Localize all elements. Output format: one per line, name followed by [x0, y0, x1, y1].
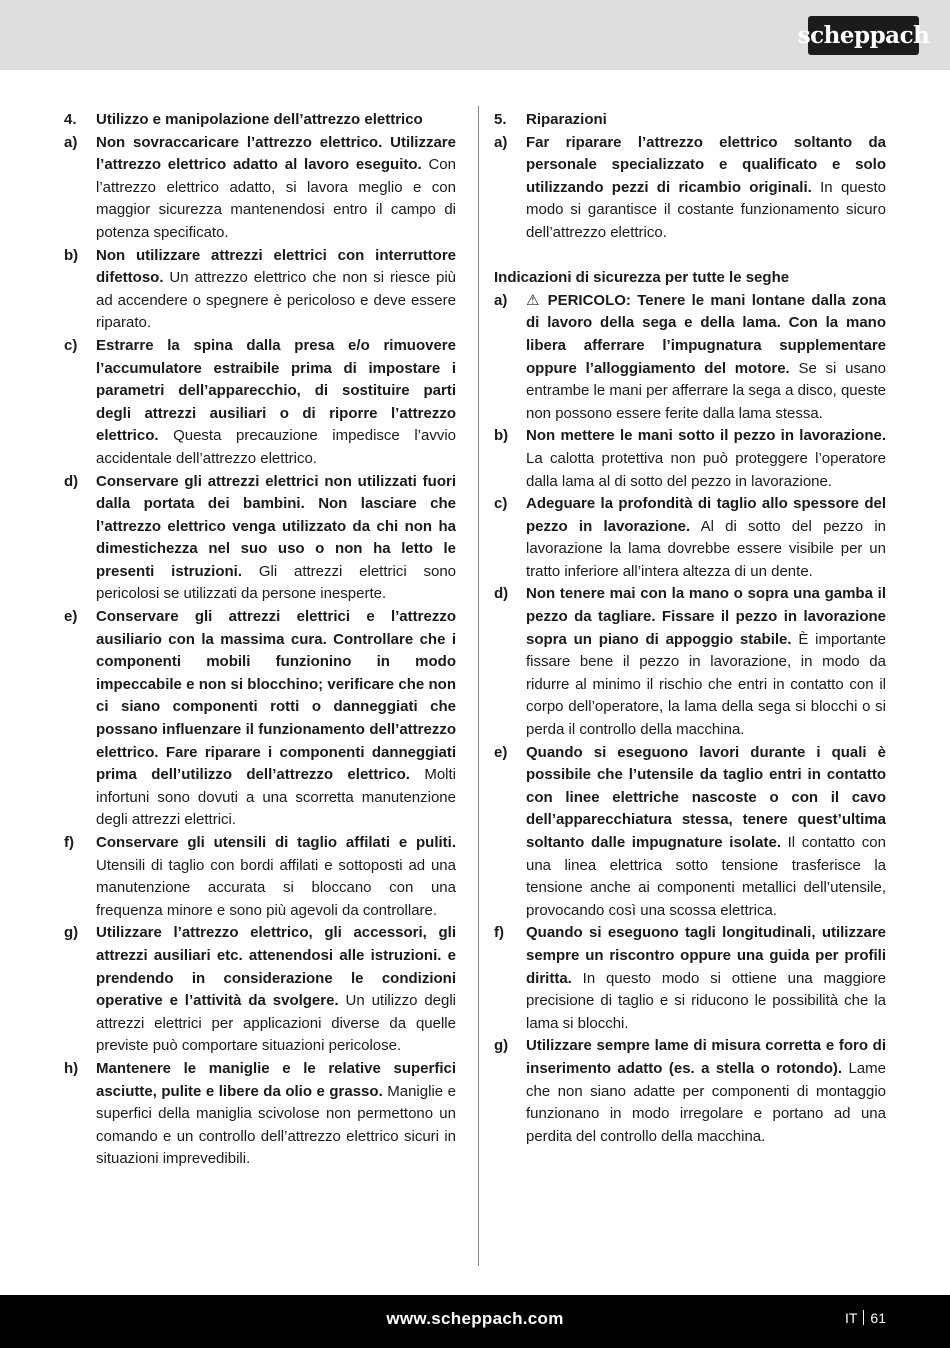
header-bar — [0, 0, 950, 70]
item-body — [526, 290, 886, 426]
item-body — [526, 493, 886, 583]
item-text: Utensili di taglio con bordi affilati e sottoposti ad una manutenzione accurata si bloccano con una frequenza minore e sono più agevoli da controllare. — [96, 856, 456, 919]
item-bold-text: Far riparare l’attrezzo elettrico soltanto da personale specializzato e qualificato e solo utilizzando pezzi di ricambio originali. — [526, 133, 886, 196]
list-item — [494, 425, 886, 493]
item-label: f) — [494, 924, 504, 942]
item-bold-text: Mantenere le maniglie e le relative superfici asciutte, pulite e libere da olio e grasso. — [96, 1059, 456, 1100]
item-bold-text: Utilizzare sempre lame di misura corretta e foro di inserimento adatto (es. a stella o rotondo). — [526, 1037, 886, 1077]
section-number: 5. — [494, 111, 507, 128]
item-bold-text: Quando si eseguono tagli longitudinali, utilizzare sempre un riscontro oppure una guida per profili diritta. — [526, 924, 886, 987]
list-item — [494, 132, 886, 245]
list-item — [64, 132, 456, 245]
item-label: g) — [64, 924, 79, 942]
item-label: d) — [64, 472, 79, 490]
item-label: a) — [494, 291, 508, 309]
list-item — [64, 1058, 456, 1171]
list-item — [64, 335, 456, 471]
item-label: e) — [494, 743, 508, 761]
page-number: 61 — [870, 1310, 886, 1326]
item-bold-text: Non sovraccaricare l’attrezzo elettrico. Utilizzare l’attrezzo elettrico adatto al lavoro eseguito. — [96, 133, 456, 174]
item-bold-text: Non mettere le mani sotto il pezzo in lavorazione. — [526, 427, 886, 445]
left-column — [64, 109, 456, 1171]
item-text: È importante fissare bene il pezzo in lavorazione, in modo da ridurre al minimo il rischio che entri in contatto con il corpo dell’operatore, la lama della sega si blocchi o si perda il controllo della macchina. — [526, 630, 886, 739]
item-text: Con l’attrezzo elettrico adatto, si lavora meglio e con maggior sicurezza mantenendosi entro il campo di potenza specificato. — [96, 156, 456, 241]
list-item — [494, 922, 886, 1035]
item-bold-text: PERICOLO: Tenere le mani lontane dalla zona di lavoro della sega e della lama. Con la mano libera afferrare l’impugnatura supplementare oppure l’alloggiamento del motore. — [526, 291, 887, 377]
list-item — [64, 606, 456, 832]
list-item — [494, 583, 886, 741]
list-item — [494, 493, 886, 583]
item-bold-text: Estrarre la spina dalla presa e/o rimuovere l’accumulatore estraibile prima di impostare i parametri dell’apparecchio, di sostituire parti degli attrezzi ausiliari o di riporre l’attrezzo elettrico. — [96, 336, 456, 445]
item-bold-text: Adeguare la profondità di taglio allo spessore del pezzo in lavorazione. — [526, 495, 886, 535]
section-title: Utilizzo e manipolazione dell’attrezzo elettrico — [96, 111, 423, 128]
item-body — [526, 742, 886, 923]
spacer — [494, 245, 886, 268]
item-bold-text: Conservare gli utensili di taglio affilati e puliti. — [96, 834, 456, 851]
section-5-heading — [494, 109, 886, 132]
column-divider — [478, 106, 479, 1266]
item-text: Un attrezzo elettrico che non si riesce più ad accendere o spegnere è pericoloso e deve essere riparato. — [96, 269, 456, 332]
item-text: Gli attrezzi elettrici sono pericolosi se utilizzati da persone inesperte. — [96, 562, 457, 603]
item-body — [96, 245, 456, 335]
section-4-heading — [64, 109, 456, 132]
list-item — [494, 742, 886, 923]
item-bold-text: Non utilizzare attrezzi elettrici con interruttore difettoso. — [96, 246, 456, 287]
item-bold-text: Utilizzare l’attrezzo elettrico, gli accessori, gli attrezzi ausiliari etc. attenendosi alle istruzioni. e prendendo in considerazione le condizioni operative e l’attività da svolgere. — [96, 924, 456, 1010]
item-body — [526, 1035, 886, 1148]
item-body — [96, 606, 456, 832]
item-body — [526, 132, 886, 245]
footer-bar — [0, 1295, 950, 1348]
item-body — [96, 471, 456, 607]
item-text: In questo modo si ottiene una maggiore precisione di taglio e si riducono le possibilità che la lama si blocchi. — [526, 969, 886, 1032]
item-body — [526, 425, 886, 493]
item-label: c) — [494, 495, 508, 513]
item-label: g) — [494, 1037, 509, 1055]
item-label: d) — [494, 585, 509, 603]
item-label: e) — [64, 608, 78, 626]
item-body — [96, 132, 456, 245]
page-separator — [863, 1310, 864, 1325]
item-label: b) — [64, 246, 79, 264]
item-text: La calotta protettiva non può proteggere l’operatore dalla lama al di sotto del pezzo in lavorazione. — [526, 449, 886, 490]
warning-triangle-icon: ⚠ — [526, 291, 542, 309]
item-label: h) — [64, 1059, 79, 1077]
item-body — [96, 832, 456, 922]
language-code: IT — [844, 1310, 858, 1326]
item-text: Maniglie e superfici della maniglia scivolose non permettono un comando e un controllo dell’attrezzo elettrico sicuri in situazioni imprevedibili. — [96, 1082, 456, 1168]
item-text: Al di sotto del pezzo in lavorazione la lama dovrebbe essere visibile per un tratto inferiore all’intera altezza di un dente. — [526, 517, 886, 580]
page-info — [845, 1310, 886, 1326]
item-text: In questo modo si garantisce il costante funzionamento sicuro dell’attrezzo elettrico. — [526, 178, 887, 241]
item-body — [526, 583, 886, 741]
saw-safety-heading: Indicazioni di sicurezza per tutte le seghe — [494, 269, 790, 287]
item-label: a) — [64, 133, 78, 151]
item-body — [96, 922, 456, 1058]
section-number: 4. — [64, 111, 77, 128]
item-text: Il contatto con una linea elettrica sotto tensione trasferisce la tensione anche ai componenti metallici dell’utensile, provocando così una scossa elettrica. — [526, 834, 886, 919]
list-item — [494, 1035, 886, 1148]
item-label: b) — [494, 427, 509, 445]
logo-text: scheppach — [797, 22, 930, 49]
list-item — [64, 922, 456, 1058]
website-link[interactable]: www.scheppach.com — [386, 1309, 564, 1328]
list-item — [64, 471, 456, 607]
item-text: Un utilizzo degli attrezzi elettrici per applicazioni diverse da quelle previste può comportare situazioni pericolose. — [96, 992, 457, 1055]
item-body — [96, 1058, 456, 1171]
right-column — [494, 109, 886, 1148]
item-text: Questa precauzione impedisce l’avvio accidentale dell’attrezzo elettrico. — [96, 427, 456, 467]
section-title: Riparazioni — [526, 111, 607, 128]
item-bold-text: Conservare gli attrezzi elettrici non utilizzati fuori dalla portata dei bambini. Non lasciare che l’attrezzo elettrico venga utilizzato da chi non ha dimestichezza nel suo uso o non ha letto le presenti istruzioni. — [96, 472, 456, 580]
item-bold-text: Quando si eseguono lavori durante i quali è possibile che l’utensile da taglio entri in contatto con linee elettriche nascoste o con il cavo dell’apparecchiatura stessa, tenere quest’ultima soltanto dalle impugnature isolate. — [526, 743, 886, 851]
item-label: a) — [494, 133, 508, 151]
item-body — [526, 922, 886, 1035]
left-items-list — [64, 132, 456, 1171]
item-bold-text: Non tenere mai con la mano o sopra una gamba il pezzo da tagliare. Fissare il pezzo in lavorazione sopra un piano di appoggio stabile. — [526, 585, 886, 648]
item-text: Lame che non siano adatte per componenti di montaggio funzionano in modo irregolare e portano ad una perdita del controllo della macchina. — [526, 1059, 886, 1145]
scheppach-logo — [797, 16, 930, 55]
saw-items-list — [494, 290, 886, 1149]
item-label: f) — [64, 834, 74, 851]
item-text: Se si usano entrambe le mani per afferrare la sega a disco, queste non possono essere ferite dalla lama stessa. — [526, 359, 886, 422]
list-item — [64, 245, 456, 335]
item-label: c) — [64, 336, 78, 354]
item-text: Molti infortuni sono dovuti a una scorretta manutenzione degli attrezzi elettrici. — [96, 766, 456, 829]
item-body — [96, 335, 456, 471]
list-item — [494, 290, 886, 426]
list-item — [64, 832, 456, 922]
item-bold-text: Conservare gli attrezzi elettrici e l’attrezzo ausiliario con la massima cura. Controllare che i componenti mobili funzionino in modo impeccabile e non si blocchino; verificare che non ci siano componenti rotti o danneggiati che possano influenzare il funzionamento dell’attrezzo elettrico. Fare riparare i componenti danneggiati prima dell’utilizzo dell’attrezzo elettrico. — [96, 608, 456, 784]
